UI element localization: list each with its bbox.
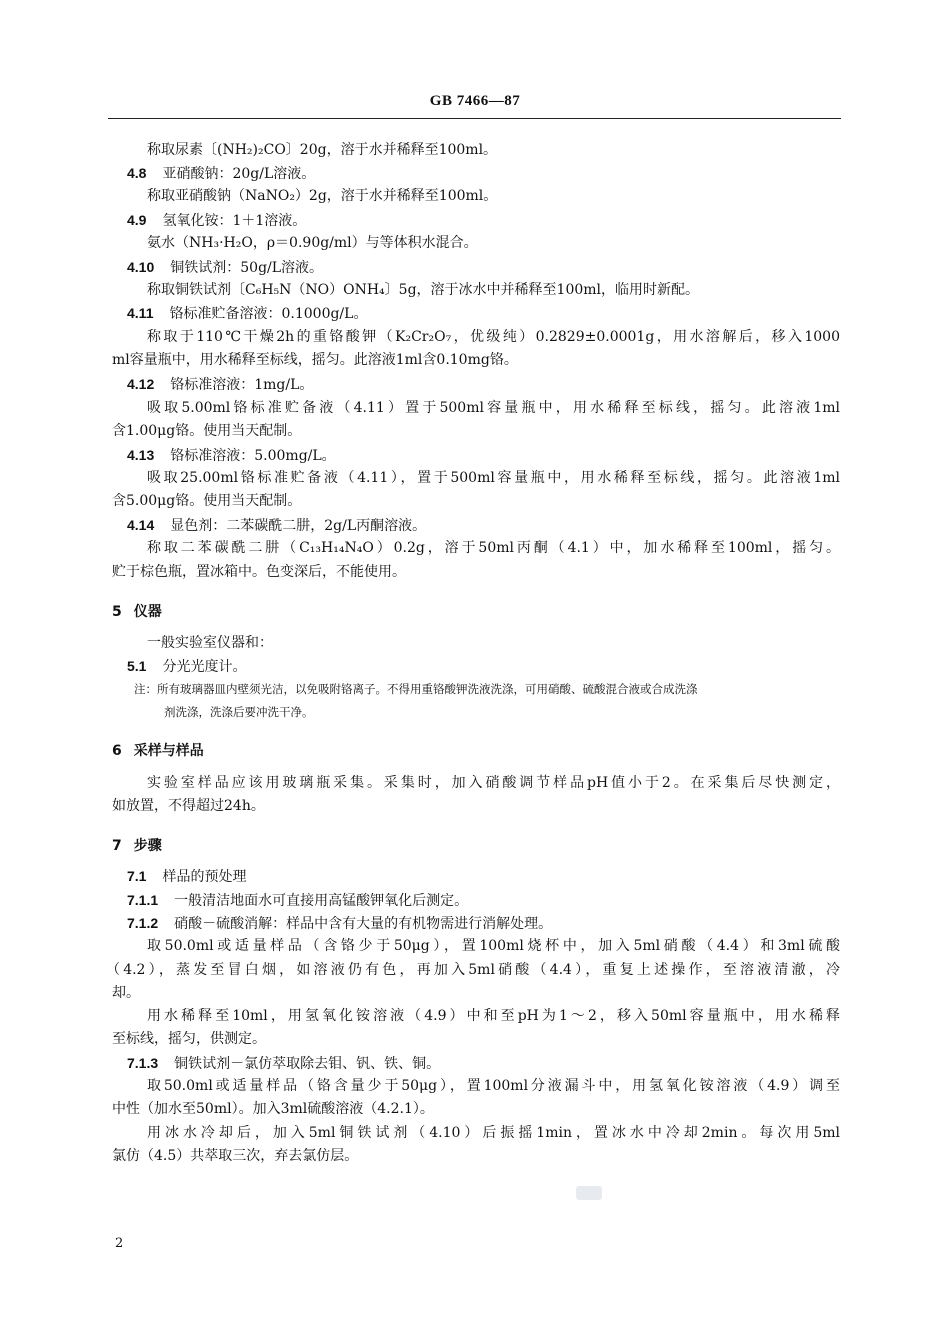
clause-title: 显色剂：二苯碳酰二肼，2g/L丙酮溶液。 <box>170 518 427 534</box>
clause-title: 铜铁试剂－氯仿萃取除去钼、钒、铁、铜。 <box>174 1056 441 1072</box>
clause-number: 7.1.3 <box>127 1055 159 1071</box>
section-number: 7 <box>112 838 122 854</box>
text-line: 氯仿（4.5）共萃取三次，弃去氯仿层。 <box>112 1148 359 1164</box>
text-line: 氨水（NH₃·H₂O，ρ＝0.90g/ml）与等体积水混合。 <box>147 235 478 251</box>
text-line: 称取于110℃干燥2h的重铬酸钾（K₂Cr₂O₇，优级纯）0.2829±0.0001g，用水溶解后，移入1000 <box>147 329 840 345</box>
clause-4-12 <box>127 374 313 395</box>
text-line: 取50.0ml或适量样品（含铬少于50μg），置100ml烧杯中，加入5ml硝酸（4.4）和3ml硫酸 <box>147 938 840 954</box>
clause-4-11 <box>127 303 367 324</box>
clause-4-8 <box>127 163 315 184</box>
clause-title: 亚硝酸钠：20g/L溶液。 <box>162 166 316 182</box>
section-number: 5 <box>112 604 122 620</box>
clause-7-1 <box>127 866 246 887</box>
header-rule <box>108 118 841 119</box>
clause-4-14 <box>127 515 426 536</box>
text-line: 称取亚硝酸钠（NaNO₂）2g，溶于水并稀释至100ml。 <box>147 188 498 204</box>
clause-7-1-1 <box>127 890 468 911</box>
clause-4-13 <box>127 445 336 466</box>
text-line: 吸取5.00ml铬标准贮备液（4.11）置于500ml容量瓶中，用水稀释至标线，摇匀。此溶液1ml <box>147 400 840 416</box>
clause-number: 4.11 <box>127 305 154 321</box>
text-line: 贮于棕色瓶，置冰箱中。色变深后，不能使用。 <box>112 564 406 580</box>
clause-title: 氢氧化铵：1＋1溶液。 <box>162 213 307 229</box>
text-line: 称取二苯碳酰二肼（C₁₃H₁₄N₄O）0.2g，溶于50ml丙酮（4.1）中，加水稀释至100ml，摇匀。 <box>147 540 840 556</box>
clause-title: 铜铁试剂：50g/L溶液。 <box>170 260 324 276</box>
section-5-heading <box>112 602 162 622</box>
clause-number: 4.14 <box>127 517 155 533</box>
text-line: 却。 <box>112 985 140 1001</box>
clause-5-1 <box>127 656 246 677</box>
section-number: 6 <box>112 743 122 759</box>
clause-number: 4.12 <box>127 376 155 392</box>
text-line: 含5.00μg铬。使用当天配制。 <box>112 493 302 509</box>
text-line: 称取尿素〔(NH₂)₂CO〕20g，溶于水并稀释至100ml。 <box>147 142 498 158</box>
clause-number: 4.8 <box>127 165 147 181</box>
clause-title: 样品的预处理 <box>162 869 247 885</box>
text-line: 含1.00μg铬。使用当天配制。 <box>112 423 302 439</box>
section-title: 步骤 <box>133 838 162 854</box>
standard-header: GB 7466—87 <box>429 93 521 109</box>
clause-4-10 <box>127 257 323 278</box>
text-line: 用冰水冷却后，加入5ml铜铁试剂（4.10）后振摇1min，置冰水中冷却2min。每次用5ml <box>147 1125 840 1141</box>
text-line: 中性（加水至50ml）。加入3ml硫酸溶液（4.2.1）。 <box>112 1101 434 1117</box>
clause-7-1-2 <box>127 913 552 934</box>
clause-number: 7.1 <box>127 868 147 884</box>
text-line: 用水稀释至10ml，用氢氧化铵溶液（4.9）中和至pH为1～2，移入50ml容量瓶中，用水稀释 <box>147 1008 840 1024</box>
text-line: 一般实验室仪器和： <box>147 635 273 651</box>
clause-title: 铬标准贮备溶液：0.1000g/L。 <box>169 306 368 322</box>
clause-4-9 <box>127 210 306 231</box>
section-6-heading <box>112 741 204 761</box>
text-line: ml容量瓶中，用水稀释至标线，摇匀。此溶液1ml含0.10mg铬。 <box>112 352 518 368</box>
clause-title: 硝酸－硫酸消解：样品中含有大量的有机物需进行消解处理。 <box>174 916 553 932</box>
text-line: 如放置，不得超过24h。 <box>112 798 265 814</box>
clause-number: 4.13 <box>127 447 155 463</box>
note-line: 注：所有玻璃器皿内壁须光洁，以免吸附铬离子。不得用重铬酸钾洗液洗涤，可用硝酸、硫酸混合液或合成洗涤 <box>134 682 698 696</box>
text-line: （4.2），蒸发至冒白烟，如溶液仍有色，再加入5ml硝酸（4.4），重复上述操作，至溶液清澈，冷 <box>106 962 840 978</box>
clause-title: 铬标准溶液：5.00mg/L。 <box>170 448 336 464</box>
clause-7-1-3 <box>127 1053 440 1074</box>
clause-title: 一般清洁地面水可直接用高锰酸钾氧化后测定。 <box>174 893 469 909</box>
page-number: 2 <box>115 1236 124 1251</box>
note-line: 剂洗涤，洗涤后要冲洗干净。 <box>164 705 314 719</box>
section-title: 采样与样品 <box>133 743 204 759</box>
section-7-heading <box>112 836 162 856</box>
clause-number: 4.10 <box>127 259 155 275</box>
clause-title: 分光光度计。 <box>162 659 247 675</box>
clause-number: 7.1.1 <box>127 892 159 908</box>
text-line: 吸取25.00ml铬标准贮备液（4.11），置于500ml容量瓶中，用水稀释至标线，摇匀。此溶液1ml <box>147 470 840 486</box>
text-line: 至标线，摇匀，供测定。 <box>112 1031 266 1047</box>
watermark-logo <box>576 1186 602 1200</box>
text-line: 称取铜铁试剂〔C₆H₅N（NO）ONH₄〕5g，溶于冰水中并稀释至100ml，临用时新配。 <box>147 282 700 298</box>
section-title: 仪器 <box>133 604 162 620</box>
clause-number: 4.9 <box>127 212 147 228</box>
text-line: 实验室样品应该用玻璃瓶采集。采集时，加入硝酸调节样品pH值小于2。在采集后尽快测定， <box>147 775 840 791</box>
clause-number: 7.1.2 <box>127 915 159 931</box>
clause-number: 5.1 <box>127 658 147 674</box>
text-line: 取50.0ml或适量样品（铬含量少于50μg），置100ml分液漏斗中，用氢氧化铵溶液（4.9）调至 <box>147 1078 840 1094</box>
clause-title: 铬标准溶液：1mg/L。 <box>170 377 314 393</box>
